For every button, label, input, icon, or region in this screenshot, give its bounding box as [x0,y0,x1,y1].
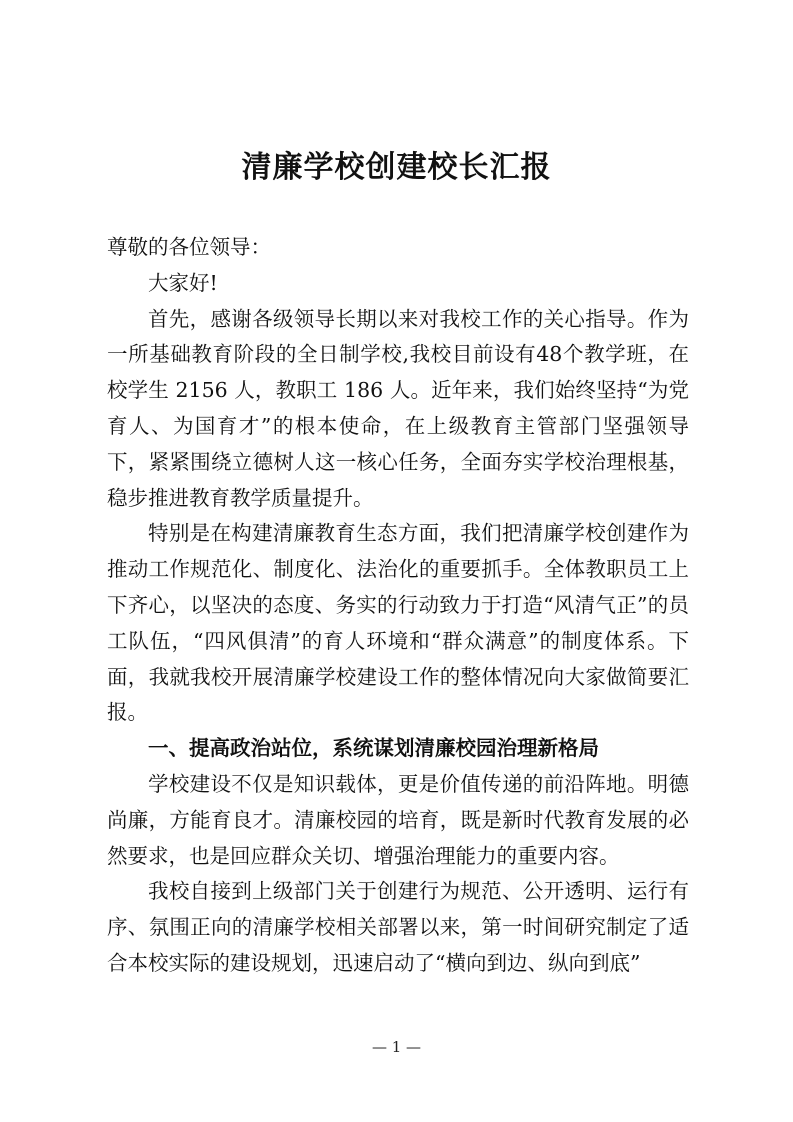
paragraph-intro: 首先，感谢各级领导长期以来对我校工作的关心指导。作为一所基础教育阶段的全日制学校,我校目前设有48个教学班，在校学生 2156 人，教职工 186 人。近年来，我们始终坚持“为党育人、为国育才”的根本使命，在上级教育主管部门坚强领导下，紧紧围绕立德树人这一核心任务，全面夯实学校治理根基，稳步推进教育教学质量提升。 [107,306,689,510]
greeting: 大家好! [148,270,218,295]
paragraph-section-2: 我校自接到上级部门关于创建行为规范、公开透明、运行有序、氛围正向的清廉学校相关部署以来，第一时间研究制定了适合本校实际的建设规划，迅速启动了“横向到边、纵向到底” [107,879,689,975]
salutation: 尊敬的各位领导： [107,235,271,259]
document-title: 清廉学校创建校长汇报 [241,150,552,185]
section-heading: 一、提高政治站位，系统谋划清廉校园治理新格局 [148,736,599,761]
paragraph-clean-ecology: 特别是在构建清廉教育生态方面，我们把清廉学校创建作为推动工作规范化、制度化、法治化的重要抓手。全体教职员工上下齐心，以坚决的态度、务实的行动致力于打造“风清气正”的员工队伍，“四风俱清”的育人环境和“群众满意”的制度体系。下面，我就我校开展清廉学校建设工作的整体情况向大家做简要汇报。 [107,521,689,725]
document-body [107,230,689,982]
paragraph-section-1: 学校建设不仅是知识载体，更是价值传递的前沿阵地。明德尚廉，方能育良才。清廉校园的培育，既是新时代教育发展的必然要求，也是回应群众关切、增强治理能力的重要内容。 [107,771,689,868]
page-number: — 1 — [371,1038,422,1056]
